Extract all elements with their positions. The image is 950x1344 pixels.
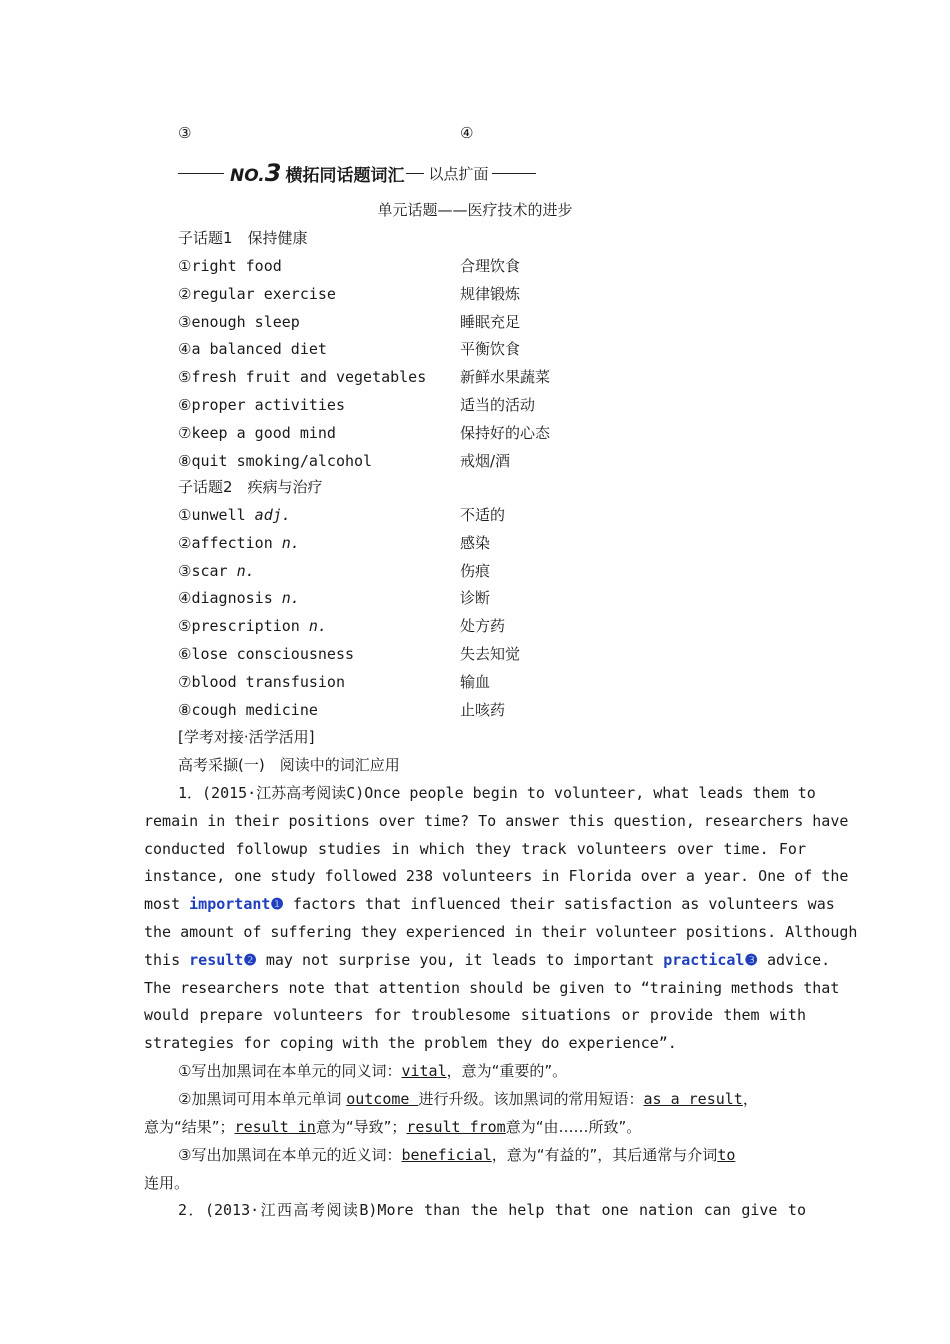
vocab-en: ③enough sleep [178,312,300,331]
note-2: ②加黑词可用本单元单词 outcome 进行升级。该加黑词的常用短语：as a result， [178,1090,758,1108]
heading-rule-mid [406,173,424,174]
vocab-zh: 平衡饮食 [460,340,521,359]
vocab-zh: 处方药 [460,617,506,636]
q1-line: conducted followup studies in which they track volunteers over time. For [144,839,806,858]
q2-line: 2．(2013·江西高考阅读B)More than the help that one nation can give to [178,1201,806,1219]
q1-line: the amount of suffering they experienced in their volunteer positions. Although [144,922,858,941]
subtopic1-title: 子话题1 保持健康 [178,229,308,247]
vocab-zh: 止咳药 [460,700,506,719]
heading-subtitle: 以点扩面 [428,164,489,183]
heading-number: NO.3 [230,159,282,187]
answer-result-in: result in [234,1118,316,1136]
vocab-en: ⑦blood transfusion [178,672,345,691]
q1-line: instance, one study followed 238 volunteers in Florida over a year. One of the [144,867,849,886]
vocab-en: ⑧quit smoking/alcohol [178,451,373,470]
note-2-cont: 意为“结果”；result in意为“导致”；result from意为“由……所致”。 [144,1118,642,1136]
q1-line: would prepare volunteers for troublesome situations or provide them with [144,1006,806,1025]
vocab-en: ③scar n. [178,561,255,580]
vocab-en: ⑥lose consciousness [178,645,355,663]
bold-word-important: important❶ [189,895,284,914]
answer-vital: vital [401,1062,447,1080]
section-heading-no3 [178,160,558,186]
part-of-speech: adj. [254,506,291,524]
answer-result-from: result from [406,1118,506,1136]
vocab-zh: 规律锻炼 [460,284,521,303]
heading-title: 横拓同话题词汇 [285,165,405,186]
part-of-speech: n. [236,561,255,580]
vocab-zh: 失去知觉 [460,645,521,663]
part-of-speech: n. [281,589,300,608]
vocab-zh: 适当的活动 [460,396,536,414]
answer-as-a-result: as a result [643,1090,743,1108]
vocab-en: ⑦keep a good mind [178,423,336,442]
vocab-zh: 新鲜水果蔬菜 [460,368,551,387]
vocab-en: ①right food [178,257,282,275]
vocab-en: ⑤prescription n. [178,617,327,636]
note-3: ③写出加黑词在本单元的近义词：beneficial，意为“有益的”，其后通常与介词to [178,1146,736,1164]
unit-topic: 单元话题——医疗技术的进步 [377,201,573,219]
marker-3: ③ [178,124,192,142]
answer-beneficial: beneficial [401,1146,492,1164]
part-of-speech: n. [308,617,327,636]
vocab-en: ⑧cough medicine [178,700,318,719]
vocab-zh: 保持好的心态 [460,423,551,442]
vocab-zh: 不适的 [460,506,506,524]
section-title: 高考采撷(一) 阅读中的词汇应用 [178,756,400,774]
vocab-zh: 戒烟/酒 [460,451,511,470]
vocab-en: ⑤fresh fruit and vegetables [178,368,427,387]
vocab-en: ②regular exercise [178,284,336,303]
q1-line: remain in their positions over time? To answer this question, researchers have [144,811,849,830]
subtopic2-title: 子话题2 疾病与治疗 [178,478,323,496]
section-bracket: [学考对接·活学活用] [178,728,315,746]
part-of-speech: n. [281,533,300,552]
vocab-zh: 睡眠充足 [460,312,521,331]
note-1: ①写出加黑词在本单元的同义词：vital，意为“重要的”。 [178,1062,568,1080]
bold-word-result: result❷ [189,950,257,969]
vocab-en: ④diagnosis n. [178,589,300,608]
note-3-cont: 连用。 [144,1174,190,1192]
question-2 [144,1197,806,1225]
question-1 [144,780,858,1058]
vocab-zh: 输血 [460,672,491,691]
bold-word-practical: practical❸ [663,950,758,969]
heading-rule-left [178,173,224,174]
q1-line: this result❷ may not surprise you, it leads to important practical❸ advice. [144,950,831,969]
vocab-zh: 合理饮食 [460,257,521,275]
vocab-zh: 感染 [460,533,491,552]
q1-line: The researchers note that attention should be given to “training methods that [144,978,840,997]
vocab-zh: 诊断 [460,589,491,608]
vocab-en: ④a balanced diet [178,340,327,359]
q1-line: most important❶ factors that influenced their satisfaction as volunteers was [144,895,835,914]
answer-outcome: outcome [346,1090,419,1108]
vocab-zh: 伤痕 [460,561,491,580]
vocab-en: ②affection n. [178,533,300,552]
heading-rule-right [492,173,536,174]
vocab-en: ⑥proper activities [178,396,345,414]
q1-line: strategies for coping with the problem they do experience”. [144,1034,677,1053]
answer-to: to [717,1146,736,1164]
q1-line: 1．(2015·江苏高考阅读C)Once people begin to volunteer, what leads them to [178,784,816,802]
vocab-en: ①unwell adj. [178,506,291,524]
marker-4: ④ [460,124,474,142]
